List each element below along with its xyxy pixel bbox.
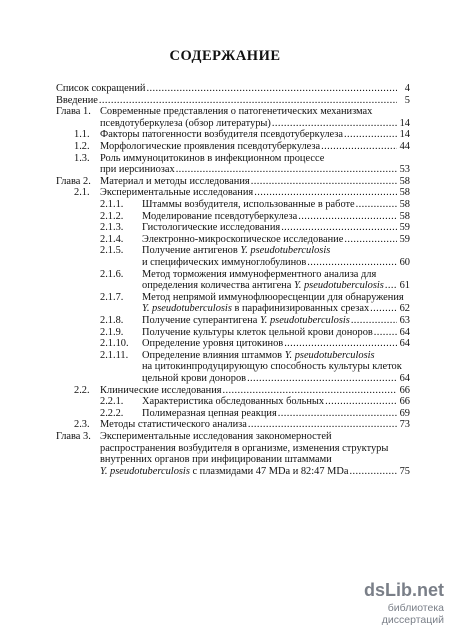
toc-entry-text: определения количества антигена Y. pseudotuberculosis (142, 280, 384, 292)
toc-leader (254, 187, 397, 198)
toc-leader (344, 234, 397, 245)
toc-page-number: 58 (399, 187, 410, 199)
toc-entry-text: Гистологические исследования (142, 222, 281, 234)
toc-page-number: 75 (399, 465, 410, 477)
toc-number: 2.1.8. (100, 315, 124, 326)
toc-page-number: 58 (399, 210, 410, 222)
toc-page-number: 64 (399, 338, 410, 350)
toc-page-number: 59 (399, 233, 410, 245)
toc-entry-text: Определение уровня цитокинов (142, 338, 284, 350)
toc-entry-text: Получение культуры клеток цельной крови доноров (142, 326, 373, 338)
toc-number: 2.1.1. (100, 199, 124, 210)
toc-entry-text: Экспериментальные исследования (100, 187, 254, 199)
toc-page-number: 73 (399, 419, 410, 431)
toc-leader (278, 408, 397, 419)
toc-number: 2.1.4. (100, 233, 124, 245)
toc-entry-text: Роль иммуноцитокинов в инфекционном процессе (100, 152, 325, 164)
toc-entry-text: Методы статистического анализа (100, 419, 247, 431)
toc-leader (351, 315, 397, 326)
toc-page-number: 64 (399, 326, 410, 338)
toc-entry-text: и специфических иммуноглобулинов (142, 256, 307, 268)
toc-page-number: 62 (399, 303, 410, 315)
toc-leader (146, 83, 397, 94)
toc-leader (247, 373, 397, 384)
toc-leader (370, 303, 397, 314)
toc-entry-text: Получение антигенов Y. pseudotuberculosis (142, 245, 331, 257)
toc-number: Глава 3. (56, 431, 91, 442)
toc-entry-text: Клинические исследования (100, 384, 222, 396)
toc-entry-text: Получение суперантигена Y. pseudotuberculosis (142, 315, 350, 326)
toc-entry-text: Полимеразная цепная реакция (142, 407, 277, 419)
toc-number: 2.1.10. (100, 338, 129, 350)
toc-page-number: 66 (399, 396, 410, 408)
toc-entry-text: внутренних органов при инфицировании штаммами (100, 454, 332, 466)
toc-entry-text: Морфологические проявления псевдотуберкулеза (100, 141, 321, 152)
toc-entry-text: распространения возбудителя в организме, изменения структуры (100, 442, 389, 454)
watermark-logo: dsLib.net (364, 580, 444, 600)
toc-number: 1.3. (74, 152, 90, 164)
toc-leader (176, 164, 397, 175)
toc-entry-text: Y. pseudotuberculosis с плазмидами 47 MDa и 82:47 MDa (100, 465, 349, 477)
toc-leader (251, 176, 397, 187)
watermark (339, 580, 444, 626)
toc-leader (385, 280, 397, 291)
toc-entry-text: Метод непрямой иммунофлюоресценции для обнаружения (142, 291, 404, 303)
toc-number: 2.1.3. (100, 222, 124, 234)
toc-entry-text: при иерсиниозах (100, 164, 175, 176)
toc-page-number: 53 (399, 164, 410, 176)
toc-entry-text: Экспериментальные исследования закономерностей (100, 431, 332, 442)
toc-leader (298, 211, 397, 222)
toc-leader (248, 419, 397, 430)
toc-leader (223, 385, 397, 396)
toc-entry-text: Характеристика обследованных больных (142, 396, 325, 408)
toc-entry-text: Введение (56, 94, 98, 106)
toc-leader (344, 129, 397, 140)
toc-entry-text: Электронно-микроскопическое исследование (142, 233, 344, 245)
toc-number: 2.1.2. (100, 210, 124, 222)
toc-page-number: 4 (404, 83, 410, 94)
toc-entry-text: Список сокращений (56, 83, 146, 94)
toc-leader (356, 199, 397, 210)
toc-entry-text: Y. pseudotuberculosis в парафинизированных срезах (142, 303, 370, 315)
toc-leader (325, 396, 397, 407)
toc-page-number: 61 (399, 280, 410, 292)
toc-leader (321, 141, 397, 152)
toc-number: 2.1.9. (100, 326, 124, 338)
toc-page-number: 5 (404, 94, 410, 106)
toc-page-number: 63 (399, 315, 410, 326)
toc-page-number: 14 (399, 129, 410, 141)
toc-number: Глава 1. (56, 106, 91, 118)
toc-entry-text: псевдотуберкулеза (обзор литературы) (100, 117, 271, 129)
toc-page-number: 59 (399, 222, 410, 234)
toc-number: 2.1. (74, 187, 90, 199)
toc-entry-text: Материал и методы исследования (100, 175, 250, 187)
toc-leader (307, 257, 397, 268)
toc-page-number: 14 (399, 117, 410, 129)
toc-leader (374, 327, 397, 338)
toc-number: 2.3. (74, 419, 90, 431)
toc-leader (99, 95, 397, 106)
toc-number: 2.2. (74, 384, 90, 396)
toc-entry-text: Факторы патогенности возбудителя псевдотуберкулеза (100, 129, 343, 141)
page-title: СОДЕРЖАНИЕ (169, 48, 281, 64)
toc-entry-text: Метод торможения иммуноферментного анализа для (142, 268, 377, 280)
toc-page-number: 44 (399, 141, 410, 152)
toc-page-number: 58 (399, 175, 410, 187)
toc-page-number: 69 (399, 407, 410, 419)
toc-entry-text: Моделирование псевдотуберкулеза (142, 210, 298, 222)
watermark-subtitle: библиотека диссертаций (381, 602, 444, 626)
toc-number: 1.1. (74, 129, 90, 141)
toc-page-number: 64 (399, 372, 410, 384)
toc-leader (284, 338, 397, 349)
toc-page-number: 60 (399, 256, 410, 268)
toc-number: 2.2.1. (100, 396, 124, 408)
toc-leader (281, 222, 397, 233)
toc-number: Глава 2. (56, 175, 91, 187)
toc-number: 2.1.7. (100, 291, 124, 303)
toc-entry-text: Штаммы возбудителя, использованные в работе (142, 199, 355, 210)
toc-entry-text: цельной крови доноров (142, 372, 247, 384)
toc-page-number: 66 (399, 384, 410, 396)
toc-entry-text: на цитокинпродуцирующую способность культуры клеток (142, 361, 402, 373)
toc-leader (272, 118, 397, 129)
toc-number: 2.1.5. (100, 245, 124, 257)
toc-number: 2.1.6. (100, 268, 124, 280)
toc-entry-text: Современные представления о патогенетических механизмах (100, 106, 373, 118)
toc-leader (349, 466, 397, 477)
toc-page-number: 58 (399, 199, 410, 210)
toc-entry-text: Определение влияния штаммов Y. pseudotuberculosis (142, 349, 375, 361)
toc-number: 2.1.11. (100, 349, 129, 361)
toc-number: 1.2. (74, 141, 90, 152)
toc-number: 2.2.2. (100, 407, 124, 419)
